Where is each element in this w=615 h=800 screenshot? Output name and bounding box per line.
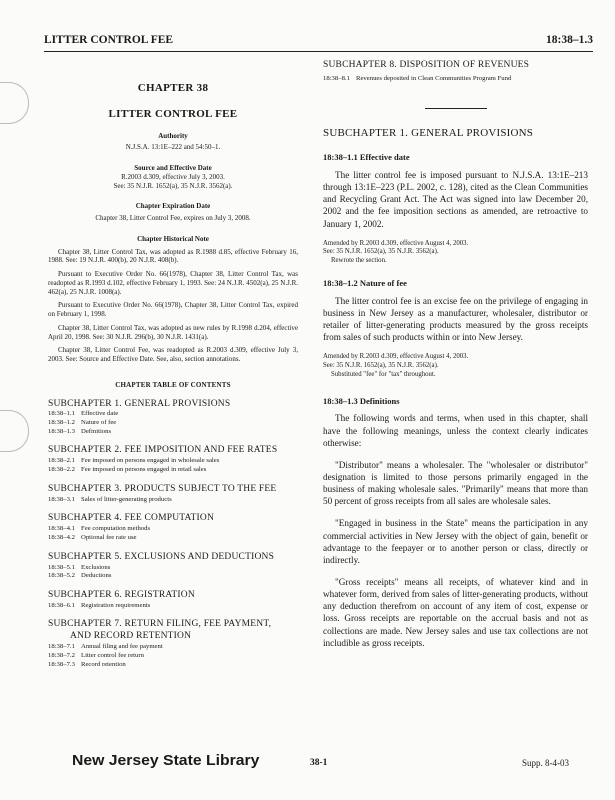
running-header (44, 34, 593, 50)
toc-item (48, 602, 298, 611)
toc-item (48, 534, 298, 543)
toc-item (48, 564, 298, 573)
toc-item (48, 419, 298, 428)
punch-hole (0, 410, 29, 452)
toc-item-number: 18:38–1.2 (48, 419, 75, 427)
punch-hole (0, 82, 29, 124)
authority-text: N.J.S.A. 13:1E–222 and 54:50–1. (125, 143, 221, 152)
toc-item-title: Deductions (81, 572, 112, 580)
divider-rule (425, 108, 487, 109)
toc-subchapter-7-items (48, 643, 298, 669)
section-1-3-intro: The following words and terms, when used in this chapter, shall have the following meanings, unless the context clearly indicates otherwise: (323, 413, 588, 448)
chapter-number: CHAPTER 38 (137, 82, 209, 94)
toc-item (48, 457, 298, 466)
source-line-2: See: 35 N.J.R. 1652(a), 35 N.J.R. 3562(a). (113, 181, 233, 190)
toc-subchapter: SUBCHAPTER 6. REGISTRATION (48, 589, 195, 600)
amendment-line: Amended by R.2003 d.309, effective August 4, 2003. (323, 239, 469, 247)
toc-item-number: 18:38–8.1 (323, 74, 350, 82)
history-note: Pursuant to Executive Order No. 66(1978), Chapter 38, Litter Control Tax, was readopted as R.1993 d.102, effective February 1, 1993. See: 24 N.J.R. 4502(a), 25 N.J.R. 462(a), 25 N.J.R. 1008(a). (48, 270, 298, 296)
toc-item-title: Annual filing and fee payment (81, 643, 163, 651)
header-rule (44, 51, 593, 52)
toc-item-number: 18:38–1.3 (48, 427, 75, 435)
expiration-heading: Chapter Expiration Date (135, 202, 211, 211)
source-heading: Source and Effective Date (134, 164, 212, 172)
toc-item-title: Revenues deposited in Clean Communities Program Fund (356, 74, 512, 82)
history-note: Pursuant to Executive Order No. 66(1978), Chapter 38, Litter Control Tax, expired on February 1, 1998. (48, 301, 298, 318)
definition-distributor: "Distributor" means a wholesaler. The "wholesaler or distributor" designation is limited to those persons primarily engaged in the business of making wholesale sales. "Primarily" means that more than 50 percent of gross receipts from all sales are wholesale sales. (323, 459, 588, 507)
table-of-contents (48, 399, 298, 611)
section-1-3-heading: 18:38–1.3 Definitions (323, 395, 400, 406)
history-note: Chapter 38, Litter Control Tax, was adopted as R.1988 d.85, effective February 16, 1988. See: 19 N.J.R. 400(b), 20 N.J.R. 408(b). (48, 247, 298, 265)
toc-item-title: Litter control fee return (81, 651, 144, 659)
toc-subchapter: SUBCHAPTER 4. FEE COMPUTATION (48, 513, 215, 524)
toc-subchapter: SUBCHAPTER 3. PRODUCTS SUBJECT TO THE FEE (48, 483, 277, 494)
left-column (48, 60, 298, 669)
toc-item-title: Optional fee rate use (81, 533, 137, 541)
history-notes (48, 248, 298, 364)
toc-item (48, 643, 298, 652)
toc-item-number: 18:38–2.1 (48, 457, 75, 465)
toc-item (48, 572, 298, 581)
toc-item-number: 18:38–5.1 (48, 563, 75, 571)
toc-subchapter: SUBCHAPTER 2. FEE IMPOSITION AND FEE RATES (48, 445, 278, 456)
toc-item (48, 466, 298, 475)
history-heading: Chapter Historical Note (137, 234, 209, 243)
toc-item-title: Definitions (81, 427, 112, 435)
toc-item-title: Record retention (81, 660, 126, 668)
toc-item (48, 428, 298, 437)
section-1-2-amendment (323, 353, 588, 379)
toc-item (48, 652, 298, 661)
toc-item-number: 18:38–6.1 (48, 601, 75, 609)
header-title: LITTER CONTROL FEE (44, 34, 174, 46)
history-note: Chapter 38, Litter Control Fee, was readopted as R.2003 d.309, effective July 3, 2003. See: Source and Effective Date. See, also, section annotations. (48, 346, 298, 363)
toc-item (48, 410, 298, 419)
amendment-line: See: 35 N.J.R. 1652(a), 35 N.J.R. 3562(a). (323, 248, 439, 256)
toc-item-title: Nature of fee (81, 419, 117, 427)
toc-item (48, 496, 298, 505)
toc-item-title: Effective date (81, 410, 119, 418)
toc-item-title: Fee computation methods (81, 525, 151, 533)
toc-item-number: 18:38–7.1 (48, 643, 75, 651)
section-1-2-text: The litter control fee is an excise fee on the privilege of engaging in business in New Jersey as a manufacturer, wholesaler, distributor or retailer of litter-generating products measured by the gross receipts from sales of such products within or into New Jersey. (323, 295, 588, 343)
toc-heading: CHAPTER TABLE OF CONTENTS (115, 380, 231, 389)
toc-subchapter-7: SUBCHAPTER 7. RETURN FILING, FEE PAYMENT, (48, 619, 272, 630)
toc-subchapter: SUBCHAPTER 5. EXCLUSIONS AND DEDUCTIONS (48, 551, 275, 562)
toc-item-number: 18:38–7.3 (48, 660, 75, 668)
section-1-1-text: The litter control fee is imposed pursuant to N.J.S.A. 13:1E–213 through 13:1E–223 (P.L. 2002, c. 128), cited as the Clean Communities and Recycling Grant Act. The Act was signed into law December 20, 2002 and the fee imposition sections as amended, are retroactive to January 1, 2002. (323, 169, 588, 229)
section-1-1-amendment (323, 240, 588, 266)
amendment-line: Amended by R.2003 d.309, effective August 4, 2003. (323, 353, 469, 361)
supplement-date: Supp. 8-4-03 (522, 758, 569, 768)
chapter-name: LITTER CONTROL FEE (108, 107, 238, 120)
toc-item-number: 18:38–7.2 (48, 651, 75, 659)
toc-item (48, 661, 298, 670)
toc-item-number: 18:38–5.2 (48, 572, 75, 580)
source-line-1: R.2003 d.309, effective July 3, 2003. (121, 172, 225, 181)
section-1-1-heading: 18:38–1.1 Effective date (323, 152, 410, 163)
history-note: Chapter 38, Litter Control Tax, was adopted as new rules by R.1998 d.204, effective April 20, 1998. See: 30 N.J.R. 296(b), 30 N.J.R. 1431(a). (48, 323, 298, 341)
definition-gross-receipts: "Gross receipts" means all receipts, of whatever kind and in whatever form, derived from sales of litter-generating products, without any deduction therefrom on account of any item of cost, expense or loss. Gross receipts are reportable on the accrual basis and not as collections are made. New Jersey sales and use tax collections are not includible as gross receipts. (323, 576, 588, 648)
right-column (323, 60, 588, 649)
toc-subchapter-8: SUBCHAPTER 8. DISPOSITION OF REVENUES (323, 60, 530, 70)
amendment-line: Rewrote the section. (331, 257, 387, 265)
toc-item-number: 18:38–4.2 (48, 533, 75, 541)
toc-item-title: Fee imposed on persons engaged in wholesale sales (81, 457, 220, 465)
toc-item-title: Fee imposed on persons engaged in retail sales (81, 466, 207, 474)
toc-item-number: 18:38–3.1 (48, 495, 75, 503)
expiration-text: Chapter 38, Litter Control Fee, expires on July 3, 2008. (95, 214, 251, 222)
toc-item-number: 18:38–4.1 (48, 525, 75, 533)
toc-item-title: Exclusions (81, 563, 111, 571)
toc-item (323, 75, 588, 84)
definition-engaged-in-business: "Engaged in business in the State" means the participation in any commercial activities in New Jersey with the object of gain, benefit or advantage to the feepayer or to another person or class, directly or indirectly. (323, 518, 588, 565)
toc-item-number: 18:38–1.1 (48, 410, 75, 418)
toc-item (48, 525, 298, 534)
toc-subchapter-7-cont: AND RECORD RETENTION (70, 631, 192, 642)
amendment-line: Substituted "fee" for "tax" throughout. (331, 370, 436, 378)
subchapter-1-heading: SUBCHAPTER 1. GENERAL PROVISIONS (323, 126, 534, 139)
toc-subchapter: SUBCHAPTER 1. GENERAL PROVISIONS (48, 398, 231, 409)
section-1-2-heading: 18:38–1.2 Nature of fee (323, 278, 407, 289)
toc-item-title: Sales of litter-generating products (81, 495, 172, 503)
amendment-line: See: 35 N.J.R. 1652(a), 35 N.J.R. 3562(a). (323, 362, 439, 370)
authority-heading: Authority (158, 131, 188, 140)
page-number: 38-1 (310, 758, 328, 768)
library-stamp: New Jersey State Library (72, 752, 260, 769)
header-section: 18:38–1.3 (546, 34, 593, 46)
toc-item-title: Registration requirements (81, 601, 151, 609)
toc-item-number: 18:38–2.2 (48, 466, 75, 474)
